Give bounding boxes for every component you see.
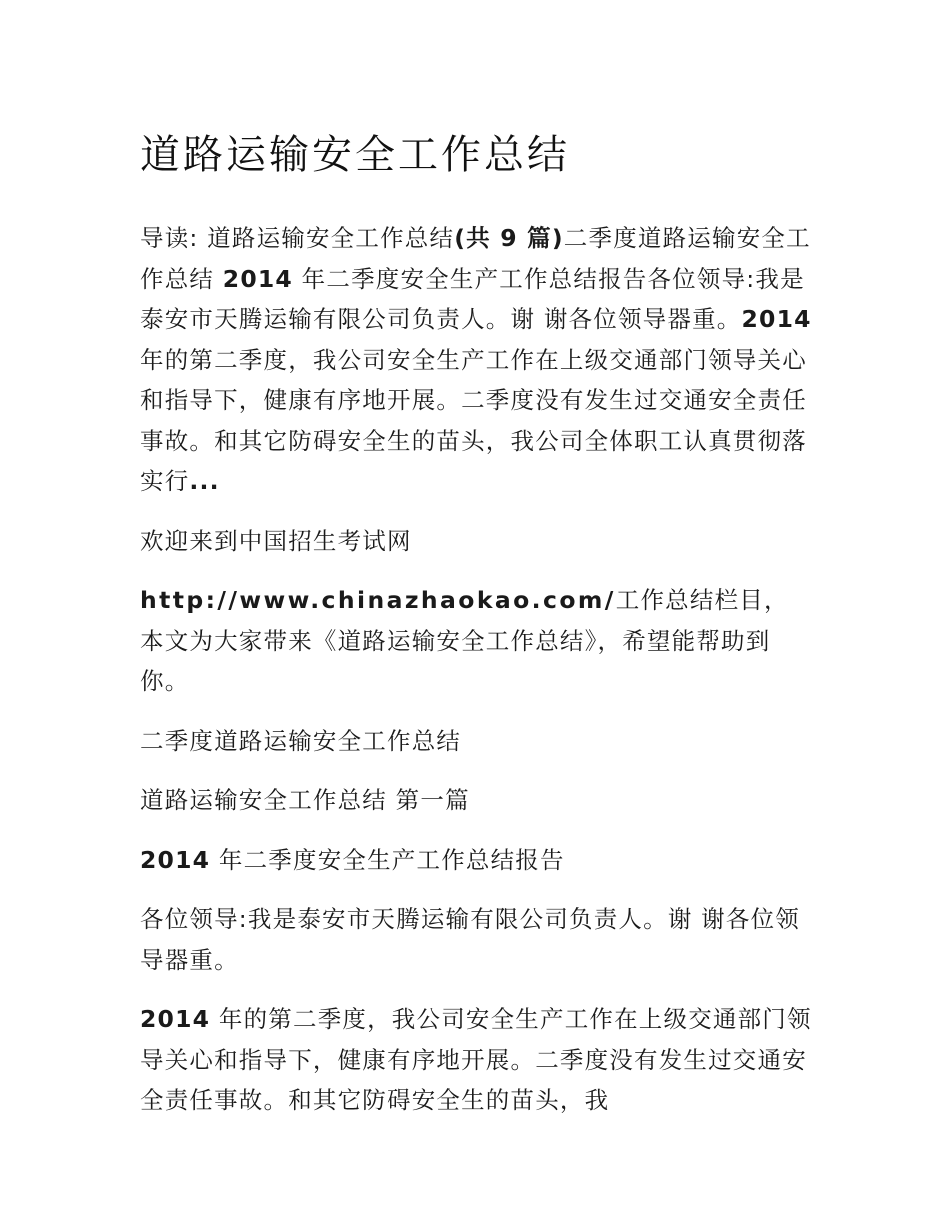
summary-count: (共 9 篇) [454, 224, 564, 252]
body-year: 2014 [140, 1005, 211, 1033]
article-heading: 道路运输安全工作总结 第一篇 [140, 786, 470, 814]
summary-text-3: 年的第二季度，我公司安全生产工作在上级交通部门领导关心和指导下，健康有序地开展。二季度没有发生过交通安全责任事故。和其它防碍安全生的苗头，我公司全体职工认真贯彻落实行 [140, 345, 807, 495]
report-year: 2014 [140, 845, 211, 874]
intro-text: 工作总结栏目，本文为大家带来《道路运输安全工作总结》，希望能帮助到你。 [140, 586, 789, 695]
summary-lead: 导读: 道路运输安全工作总结 [140, 224, 455, 252]
summary-text-2: 年二季度安全生产工作总结报告各位领导:我是泰安市天腾运输有限公司负责人。谢 谢各位领导器重。 [140, 264, 805, 333]
site-url-link[interactable]: http://www.chinazhaokao.com/ [140, 586, 616, 614]
section-heading: 二季度道路运输安全工作总结 [140, 726, 462, 755]
greeting-paragraph: 各位领导:我是泰安市天腾运输有限公司负责人。谢 谢各位领导器重。 [140, 905, 800, 974]
body-paragraph [140, 999, 812, 1121]
document-title: 道路运输安全工作总结 [140, 132, 570, 178]
document-page [140, 120, 812, 1140]
intro-paragraph [140, 580, 812, 702]
report-title [140, 840, 812, 881]
summary-ellipsis: ... [189, 467, 220, 495]
report-title-text: 年二季度安全生产工作总结报告 [210, 845, 565, 874]
body-text: 年的第二季度，我公司安全生产工作在上级交通部门领导关心和指导下，健康有序地开展。二季度没有发生过交通安全责任事故。和其它防碍安全生的苗头，我 [140, 1005, 812, 1114]
summary-paragraph [140, 218, 812, 502]
welcome-line: 欢迎来到中国招生考试网 [140, 526, 412, 555]
summary-text-1: 二季度道路运输安全工作总结 [140, 224, 811, 293]
summary-year-1: 2014 [222, 264, 293, 293]
summary-year-2: 2014 [741, 305, 812, 333]
